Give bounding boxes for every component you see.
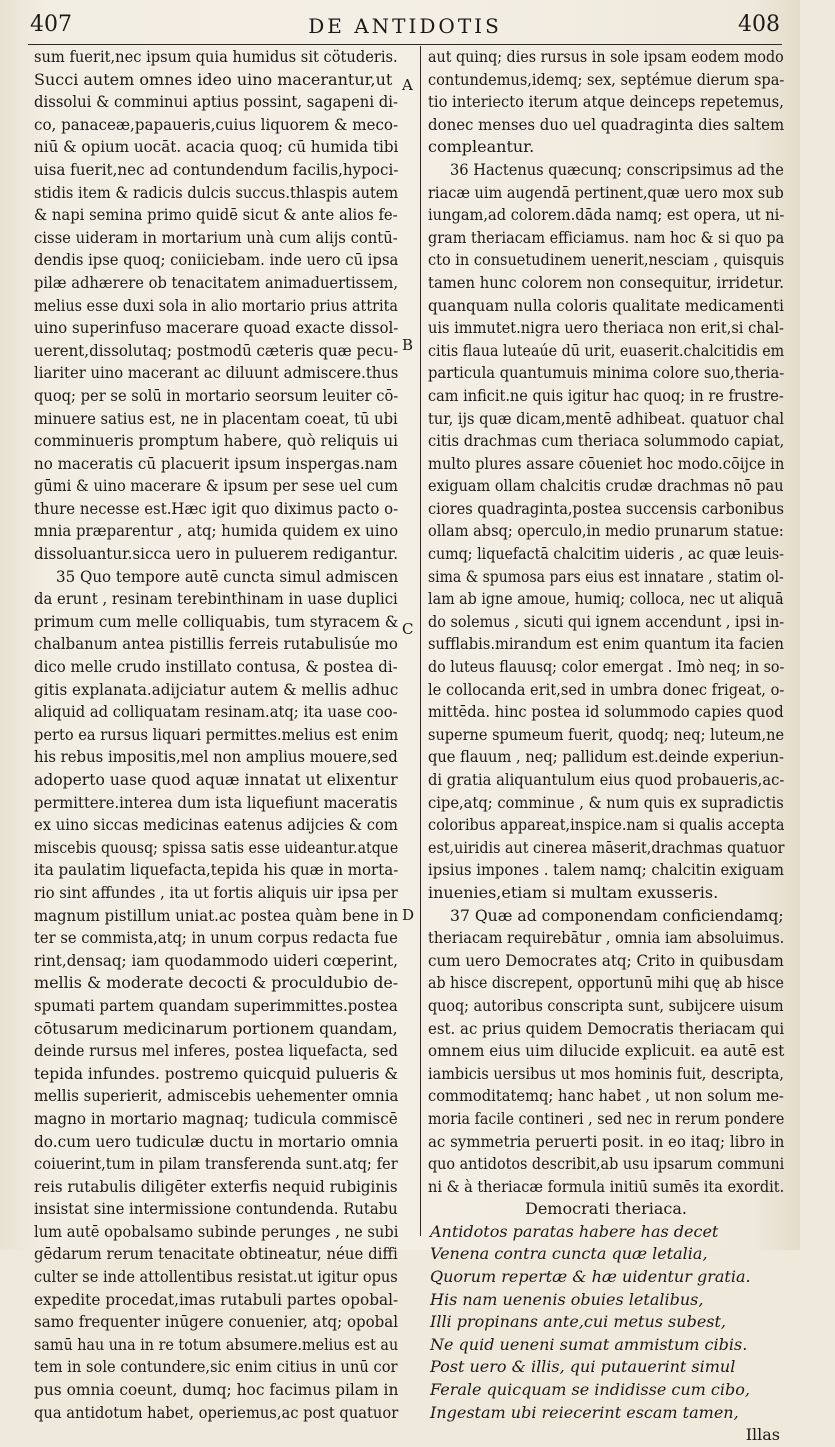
column-divider [420,46,421,1236]
text-line: Quorum repertæ & hæ uidentur gratia. [430,1267,751,1287]
text-line: ter se commista,atq; in unum corpus redacta fue [34,928,398,948]
text-line: sima & spumosa pars eius est innatare , statim ol- [428,566,784,586]
text-line: culter se inde attollentibus resistat.ut igitur opus [34,1267,398,1287]
text-line: exiguam ollam chalcitis crudæ drachmas nō pau [428,476,784,496]
text-line: quanquam nulla coloris qualitate medicamenti [428,295,784,315]
text-line: adoperto uase quod aquæ innatat ut elixentur [34,770,398,789]
text-line: Illi propinans ante,cui metus subest, [430,1312,727,1332]
text-line: cam inficit.ne quis igitur hac quoq; in re frustre- [428,385,784,405]
text-line: gēdarum rerum tenacitate obtineatur, néue diffi [34,1244,398,1264]
text-line: gram theriacam efficiamus. nam hoc & si quo pa [428,227,785,247]
text-line: ipsius impones . talem namq; chalcitin exiguam [428,860,785,880]
text-line: & napi semina primo quidē sicut & ante alios fe- [34,205,398,225]
text-line: citis flaua luteaúe dū urit, euaserit.chalcitidis em [428,340,785,360]
text-line: cipe,atq; comminue , & num quis ex supradictis [428,792,784,812]
text-line: 36 Hactenus quæcunq; conscripsimus ad the [450,159,784,179]
text-line: liariter uino macerant ac diluunt admiscere.thus [34,363,399,383]
text-line: donec menses duo uel quadraginta dies saltem [428,114,785,134]
text-line: sum fuerit,nec ipsum quia humidus sit cötuderis. [34,47,398,66]
text-line: pus omnia coeunt, dumq; hoc facimus pilam in [34,1380,399,1400]
page-number-left: 407 [30,12,72,37]
margin-marker-d: D [402,906,415,924]
text-line: riacæ uim augendā pertinent,quæ uero mox sub [428,182,784,202]
text-line: Democrati theriaca. [525,1199,687,1219]
text-line: chalbanum antea pistillis ferreis rutabulisúe mo [34,634,398,654]
text-line: rint,densaq; iam quodammodo uideri cœperint, [34,950,398,970]
text-line: compleantur. [428,137,535,157]
text-line: niū & opium uocāt. acacia quoq; cū humida tibi [34,137,399,157]
text-line: mellis superierit, admiscebis uehementer omnia [34,1086,399,1106]
text-line: permittere.interea dum ista liquefiunt maceratis [34,792,398,812]
left-column [34,46,398,1424]
text-line: Ferale quicquam se indidisse cum cibo, [430,1380,750,1400]
text-line: lam ab igne amoue, humiq; colloca, nec ut aliquā [428,589,784,609]
text-line: his rebus impositis,mel non amplius mouere,sed [34,747,398,767]
text-line: expedite procedat,imas rutabuli partes opobal- [34,1289,399,1309]
text-line: Venena contra cuncta quæ letalia, [430,1244,708,1264]
text-line: spumati partem quandam superimmittes.postea [34,995,398,1015]
text-line: dissolui & comminui aptius possint, sagapeni di- [34,92,398,112]
text-line: contundemus,idemq; sex, septémue dierum spa- [428,69,785,89]
text-line: commoditatemq; hanc habet , ut non solum me- [428,1086,784,1106]
text-line: samū hau una in re totum absumere.melius est au [34,1334,399,1354]
text-line: deinde rursus mel inferes, postea liquefacta, sed [34,1041,398,1061]
text-line: superne spumeum fuerit, quodq; neq; luteum,ne [428,724,785,744]
text-line: sufflabis.mirandum est enim quantum ita facien [428,634,784,654]
header-rule [28,44,782,45]
text-line: cto in consuetudinem uenerit,nesciam , quisquis [428,250,785,270]
text-line: citis drachmas cum theriaca solummodo capiat, [428,431,785,451]
text-line: inuenies,etiam si multam exusseris. [428,882,719,902]
text-line: magno in mortario magnaq; tudicula commiscē [34,1108,398,1128]
text-line: primum cum melle colliquabis, tum styracem & [34,611,399,631]
page-number-right: 408 [738,12,780,37]
text-line: iambicis uersibus ut mos hominis fuit, descripta, [428,1063,784,1083]
text-line: melius esse duxi sola in alio mortario prius attrita [34,295,398,315]
text-line: theriacam requirebātur , omnia iam absoluimus. [428,928,785,948]
text-line: 37 Quæ ad componendam conficiendamq; [450,905,784,925]
text-line: Ne quid ueneni sumat ammistum cibis. [430,1334,748,1354]
margin-marker-a: A [402,76,413,94]
text-line: est,uiridis aut cinerea māserit,drachmas quatuor [428,837,785,857]
text-line: no maceratis cū placuerit ipsum inspergas.nam [34,453,398,473]
text-line: uino superinfuso macerare quoad exacte dissol- [34,318,399,338]
text-line: multo plures assare cōueniet hoc modo.cōijce in [428,453,785,473]
right-column [428,46,784,1447]
text-line: 35 Quo tempore autē cuncta simul admiscen [56,566,399,586]
text-line: uerent,dissolutaq; postmodū cæteris quæ pecu- [34,340,399,360]
text-line: thure necesse est.Hæc igit quo diximus pacto o- [34,498,399,518]
text-line: magnum pistillum uniat.ac postea quàm bene in [34,905,399,925]
text-line: omnem eius uim dilucide explicuit. ea autē est [428,1041,785,1061]
text-line: Post uero & illis, qui putauerint simul [430,1357,736,1377]
text-line: miscebis quousq; spissa satis esse uideantur.atque [34,837,399,857]
text-line: gitis explanata.adijciatur autem & mellis adhuc [34,679,399,699]
text-line: Succi autem omnes ideo uino macerantur,ut [34,69,393,89]
text-line: ex uino siccas medicinas eatenus adijcies & com [34,815,398,835]
catchword: Illas [745,1425,780,1445]
text-line: perto ea rursus liquari permittes.melius est enim [34,724,399,744]
text-line: cisse uideram in mortarium unà cum alijs contū- [34,227,398,247]
text-line: lum autē opobalsamo subinde perunges , ne subi [34,1221,399,1241]
text-line: minuere satius est, ne in placentam coeat, tū ubi [34,408,398,428]
text-line: le collocanda erit,sed in umbra donec frigeat, o- [428,679,785,699]
text-line: tem in sole contundere,sic enim citius in unū cor [34,1357,398,1377]
text-line: moria facile contineri , sed nec in rerum pondere [428,1108,785,1128]
text-line: dico melle crudo instillato contusa, & postea di- [34,657,398,677]
margin-marker-c: C [402,620,414,638]
text-line: qua antidotum habet, operiemus,ac post quatuor [34,1402,399,1422]
text-line: aliquid ad colliquatam resinam.atq; ita uase coo- [34,702,398,722]
text-line: dendis ipse quoq; coniiciebam. inde uero cū ipsa [34,250,399,270]
text-line: quo antidotos describit,ab usu ipsarum communi [428,1154,785,1174]
text-line: stidis item & radicis dulcis succus.thlaspis autem [34,182,399,202]
text-line: gūmi & uino macerare & ipsum per sese uel cum [34,476,398,496]
text-line: ab hisce discrepent, opportunū mihi quę ab hisce [428,973,784,993]
text-line: comminueris promptum habere, quò reliquis ui [34,431,398,451]
text-line: Ingestam ubi reiecerint escam tamen, [430,1402,739,1422]
text-line: cumq; liquefactā chalcitim uideris , ac quæ leuis- [428,544,784,564]
running-title: DE ANTIDOTIS [308,14,502,38]
text-line: pilæ adhærere ob tenacitatem animaduertissem, [34,272,398,292]
margin-marker-b: B [402,336,414,354]
text-line: tio interiecto iterum atque deinceps repetemus, [428,92,784,112]
text-line: ita paulatim liquefacta,tepida his quæ in morta- [34,860,399,880]
text-line: do solemus , sicuti qui ignem accendunt , ipsi in- [428,611,785,631]
text-line: uis immutet.nigra uero theriaca non erit,si chal- [428,318,784,338]
text-line: que flauum , neq; pallidum est.deinde experiun- [428,747,784,767]
text-line: quoq; autoribus conscripta sunt, subijcere uisum [428,995,784,1015]
text-line: coloribus appareat,inspice.nam si qualis accepta [428,815,785,835]
text-line: ollam absq; operculo,in medio prunarum statue: [428,521,784,541]
text-line: His nam uenenis obuies letalibus, [430,1289,704,1309]
text-line: quoq; per se solū in mortario seorsum leuiter cō- [34,385,399,405]
text-line: co, panaceæ,papaueris,cuius liquorem & meco- [34,114,399,134]
text-line: mellis & moderate decocti & proculdubio de- [34,973,399,993]
text-line: dissoluantur.sicca uero in puluerem redigantur. [34,544,398,564]
text-line: est. ac prius quidem Democratis theriacam qui [428,1018,785,1038]
text-line: Antidotos paratas habere has decet [430,1221,719,1241]
text-line: rio sint affundes , ita ut fortis aliquis uir ipsa per [34,882,398,902]
text-line: reis rutabulis diligēter exterfis nequid rubiginis [34,1176,398,1196]
text-line: di gratia aliquantulum eius quod probaueris,ac- [428,770,785,789]
text-line: uisa fuerit,nec ad contundendum facilis,hypoci- [34,159,399,179]
text-line: tepida infundes. postremo quicquid pulueris & [34,1063,399,1083]
text-line: cōtusarum medicinarum portionem quandam, [34,1018,398,1038]
text-line: ciores quadraginta,postea succensis carbonibus [428,498,785,518]
text-line: samo frequenter inūgere conuenier, atq; opobal [34,1312,398,1332]
text-line: mnia præparentur , atq; humida quidem ex uino [34,521,399,541]
text-line: aut quinq; dies rursus in sole ipsam eodem modo [428,47,784,66]
text-line: iungam,ad colorem.dāda namq; est opera, ut ni- [428,205,785,225]
text-line: tur, ijs quæ dicam,mentē adhibeat. quatuor chal [428,408,785,428]
text-line: do luteus flauusq; color emergat . Imò neq; in so- [428,657,785,677]
text-line: mittēda. hinc postea id solummodo capies quod [428,702,784,722]
running-header [30,12,780,46]
text-line: insistat sine intermissione contundenda. Rutabu [34,1199,398,1219]
text-line: ac symmetria peruerti posit. in eo itaq; libro in [428,1131,785,1151]
text-line: do.cum uero tudiculæ ductu in mortario omnia [34,1131,399,1151]
text-line: particula quantumuis minima colore suo,theria- [428,363,785,383]
text-line: tamen hunc colorem non consequitur, irridetur. [428,272,784,292]
text-line: ni & à theriacæ formula initiū sumēs ita exordit. [428,1176,785,1196]
text-line: coiuerint,tum in pilam transferenda sunt.atq; fer [34,1154,398,1174]
text-line: cum uero Democrates atq; Crito in quibusdam [428,950,784,970]
text-line: da erunt , resinam terebinthinam in uase duplici [34,589,398,609]
